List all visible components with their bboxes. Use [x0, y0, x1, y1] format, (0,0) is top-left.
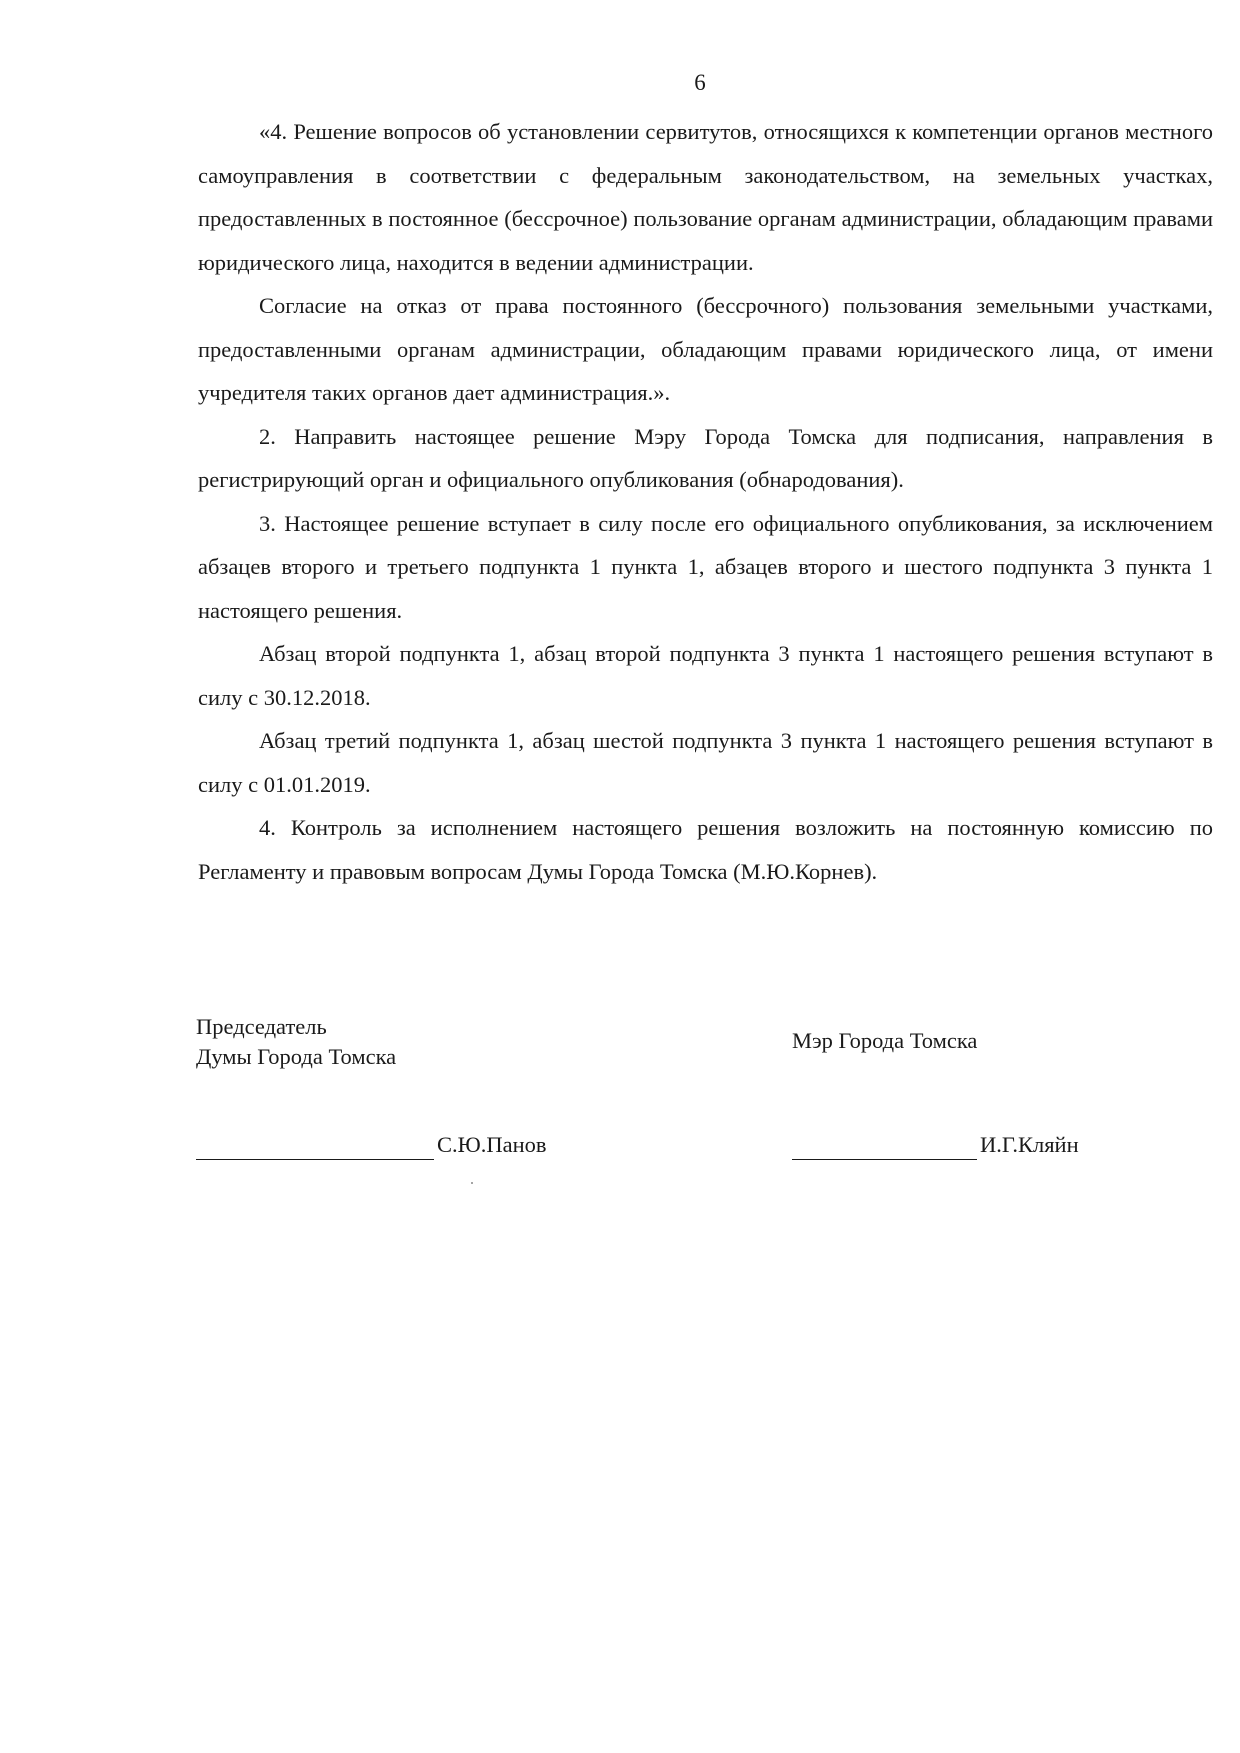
paragraph-item-4: 4. Контроль за исполнением настоящего решения возложить на постоянную комиссию по Регламенту и правовым вопросам Думы Города Томска (М.Ю.Корнев). [198, 815, 1213, 884]
paragraph-consent-clause: Согласие на отказ от права постоянного (бессрочного) пользования земельными участками, предоставленными органам администрации, обладающим правами юридического лица, от имени учредителя таких органов дает администрация.». [198, 293, 1213, 405]
document-body [198, 110, 1213, 893]
paragraph-item-2: 2. Направить настоящее решение Мэру Города Томска для подписания, направления в регистрирующий орган и официального опубликования (обнародования). [198, 423, 1213, 492]
mayor-signature-line [792, 1133, 977, 1160]
paragraph-effective-date-1: Абзац второй подпункта 1, абзац второй подпункта 3 пункта 1 настоящего решения вступают в силу с 30.12.2018. [198, 641, 1213, 710]
scan-artifact [471, 1182, 473, 1184]
paragraph-item-3: 3. Настоящее решение вступает в силу после его официального опубликования, за исключением абзацев второго и третьего подпункта 1 пункта 1, абзацев второго и шестого подпункта 3 пункта 1 настоящего решения. [198, 510, 1213, 623]
chairman-title-line2: Думы Города Томска [196, 1044, 397, 1069]
page-number: 6 [694, 70, 706, 95]
mayor-title: Мэр Города Томска [792, 1028, 978, 1053]
chairman-title-line1: Председатель [196, 1014, 327, 1039]
paragraph-effective-date-2: Абзац третий подпункта 1, абзац шестой подпункта 3 пункта 1 настоящего решения вступают в силу с 01.01.2019. [198, 728, 1213, 797]
chairman-signature-line [196, 1133, 434, 1160]
chairman-title [196, 1012, 396, 1072]
chairman-name: С.Ю.Панов [437, 1132, 547, 1157]
paragraph-servitude-clause: «4. Решение вопросов об установлении сервитутов, относящихся к компетенции органов местного самоуправления в соответствии с федеральным законодательством, на земельных участках, предоставленных в постоянное (бессрочное) пользование органам администрации, обладающим правами юридического лица, находится в ведении администрации. [198, 119, 1213, 275]
mayor-name: И.Г.Кляйн [980, 1132, 1079, 1157]
